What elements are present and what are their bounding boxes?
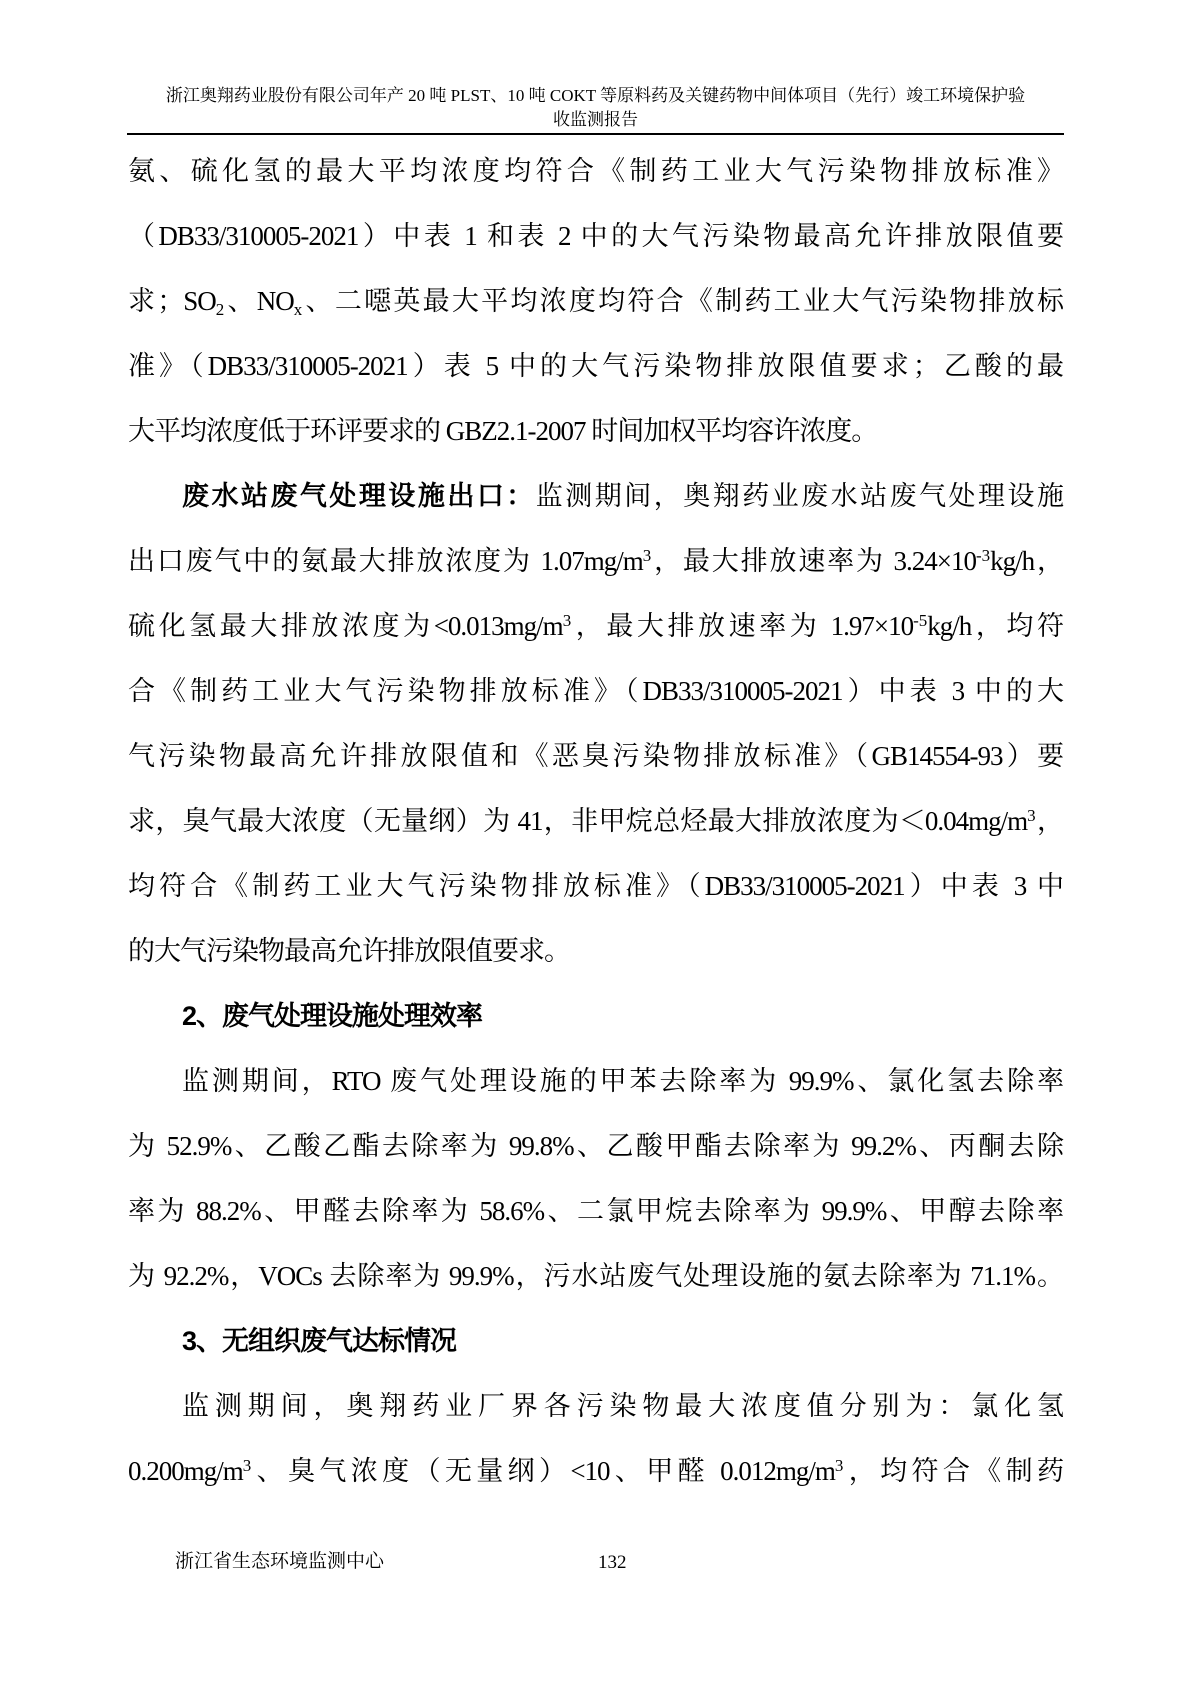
text-segment: 、NO <box>224 286 294 316</box>
text-line <box>128 1374 1063 1439</box>
superscript-text: 3 <box>562 611 572 630</box>
text-segment: 求，臭气最大浓度（无量纲）为 41，非甲烷总烃最大排放浓度为＜0.04mg/m <box>128 806 1028 836</box>
text-segment: 0.200mg/m <box>128 1456 243 1486</box>
text-line <box>128 1179 1063 1244</box>
text-segment: 3、无组织废气达标情况 <box>182 1326 457 1356</box>
text-line <box>128 204 1063 269</box>
text-segment: 率为 88.2%、甲醛去除率为 58.6%、二氯甲烷去除率为 99.9%、甲醇去除率 <box>128 1196 1063 1226</box>
header-line-1: 浙江奥翔药业股份有限公司年产 20 吨 PLST、10 吨 COKT 等原料药及关键药物中间体项目（先行）竣工环境保护验 <box>165 86 1026 105</box>
superscript-text: -3 <box>975 546 991 565</box>
text-line <box>128 1049 1063 1114</box>
superscript-text: 3 <box>242 1456 252 1475</box>
text-segment: 大平均浓度低于环评要求的 GBZ2.1-2007 时间加权平均容许浓度。 <box>128 416 878 446</box>
text-segment: （DB33/310005-2021）中表 1 和表 2 中的大气污染物最高允许排放限值要 <box>128 221 1063 251</box>
text-segment: 求；SO <box>128 286 216 316</box>
text-line <box>128 594 1063 659</box>
superscript-text: 3 <box>1027 806 1036 825</box>
text-segment: 合《制药工业大气污染物排放标准》（DB33/310005-2021）中表 3 中的大 <box>128 676 1063 706</box>
text-line <box>128 464 1063 529</box>
text-segment: 监测期间，RTO 废气处理设施的甲苯去除率为 99.9%、氯化氢去除率 <box>182 1066 1063 1096</box>
text-segment: 硫化氢最大排放浓度为<0.013mg/m <box>128 611 563 641</box>
superscript-text: -5 <box>913 611 928 630</box>
footer-organization: 浙江省生态环境监测中心 <box>175 1551 385 1572</box>
section-heading <box>128 984 1063 1049</box>
text-segment: 为 92.2%，VOCs 去除率为 99.9%，污水站废气处理设施的氨去除率为 71.1%。 <box>128 1261 1063 1291</box>
text-segment: 均符合《制药工业大气污染物排放标准》（DB33/310005-2021）中表 3 中 <box>128 871 1063 901</box>
text-segment: 出口废气中的氨最大排放浓度为 1.07mg/m <box>128 546 643 576</box>
page-header <box>127 84 1064 132</box>
text-segment: 准》（DB33/310005-2021）表 5 中的大气污染物排放限值要求；乙酸的最 <box>128 351 1063 381</box>
bold-text: 废水站废气处理设施出口： <box>182 481 536 511</box>
text-line <box>128 919 1063 984</box>
text-segment: ，均符合《制药 <box>843 1456 1064 1486</box>
footer-page-number: 132 <box>598 1552 627 1573</box>
text-segment: kg/h， <box>990 546 1063 576</box>
header-line-2: 收监测报告 <box>553 110 638 129</box>
text-segment: 气污染物最高允许排放限值和《恶臭污染物排放标准》（GB14554-93）要 <box>128 741 1063 771</box>
superscript-text: 3 <box>834 1456 844 1475</box>
text-segment: 的大气污染物最高允许排放限值要求。 <box>128 936 570 966</box>
text-segment: ，最大排放速率为 1.97×10 <box>571 611 914 641</box>
text-segment: 监测期间，奥翔药业废水站废气处理设施 <box>535 481 1064 511</box>
superscript-text: 3 <box>642 546 652 565</box>
text-line <box>128 399 1063 464</box>
text-segment: 氨、硫化氢的最大平均浓度均符合《制药工业大气污染物排放标准》 <box>128 156 1063 186</box>
text-line <box>128 139 1063 204</box>
text-line <box>128 269 1063 334</box>
text-segment: 为 52.9%、乙酸乙酯去除率为 99.8%、乙酸甲酯去除率为 99.2%、丙酮去除 <box>128 1131 1063 1161</box>
text-line <box>128 789 1063 854</box>
text-segment: kg/h，均符 <box>927 611 1063 641</box>
header-rule <box>127 133 1064 135</box>
subscript-text: 2 <box>215 300 225 319</box>
text-line <box>128 854 1063 919</box>
text-segment: ， <box>1035 806 1063 836</box>
text-line <box>128 1114 1063 1179</box>
text-segment: 、臭气浓度（无量纲）<10、甲醛 0.012mg/m <box>251 1456 835 1486</box>
text-segment: 监测期间，奥翔药业厂界各污染物最大浓度值分别为：氯化氢 <box>182 1391 1063 1421</box>
text-segment: 、二噁英最大平均浓度均符合《制药工业大气污染物排放标 <box>302 286 1064 316</box>
text-line <box>128 724 1063 789</box>
text-line <box>128 334 1063 399</box>
text-line <box>128 1244 1063 1309</box>
text-segment: 2、废气处理设施处理效率 <box>182 1001 483 1031</box>
document-body <box>128 139 1063 1504</box>
text-line <box>128 529 1063 594</box>
text-line <box>128 1439 1063 1504</box>
subscript-text: x <box>293 300 303 319</box>
text-line <box>128 659 1063 724</box>
section-heading <box>128 1309 1063 1374</box>
text-segment: ，最大排放速率为 3.24×10 <box>651 546 976 576</box>
